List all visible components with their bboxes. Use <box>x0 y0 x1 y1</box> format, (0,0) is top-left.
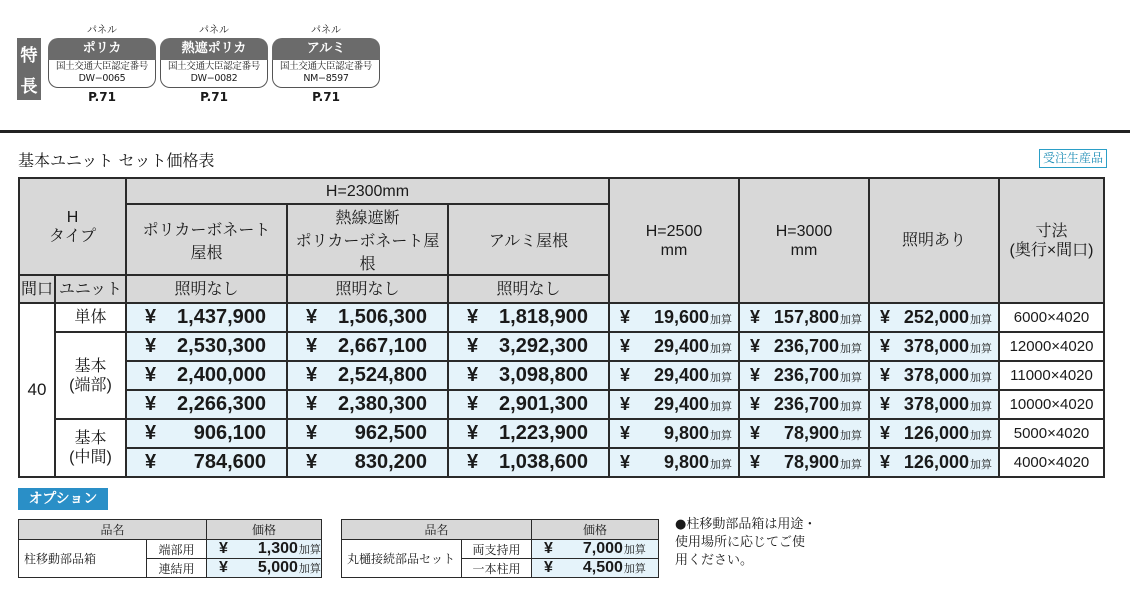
price-value <box>288 451 447 474</box>
add-suffix: 加算 <box>710 459 732 471</box>
option-price-value: 5,000 <box>257 559 298 576</box>
price-value <box>127 306 286 329</box>
unit-label-line: 単体 <box>74 309 107 326</box>
add-price-amount: 78,900 <box>783 423 839 443</box>
price-value <box>288 335 447 358</box>
feature-tag: アルミ <box>272 38 380 60</box>
price-value <box>127 364 286 387</box>
add-price-group <box>904 336 992 357</box>
add-price-amount: 29,400 <box>653 394 709 414</box>
header-no-light: 照明なし <box>287 275 448 303</box>
feature-cert-number: DW−0082 <box>190 73 238 84</box>
yen-sign: ¥ <box>145 306 157 328</box>
add-price-value <box>610 365 738 386</box>
header-no-light: 照明なし <box>126 275 287 303</box>
price-amount: 1,223,900 <box>499 422 588 444</box>
feature-panel-label: パネル <box>199 25 229 36</box>
add-price-amount: 252,000 <box>903 307 969 327</box>
price-value <box>449 393 608 416</box>
yen-sign: ¥ <box>306 393 318 415</box>
yen-sign: ¥ <box>880 452 891 472</box>
yen-sign: ¥ <box>620 365 631 385</box>
header-h2500 <box>609 178 739 303</box>
option-name: 柱移動部品箱 <box>19 540 147 578</box>
yen-sign: ¥ <box>306 422 318 444</box>
price-cell <box>448 332 609 361</box>
add-suffix: 加算 <box>710 372 732 384</box>
features-side-label <box>17 38 41 100</box>
price-cell <box>448 303 609 332</box>
price-value <box>288 306 447 329</box>
option-price-value: 1,300 <box>257 540 298 557</box>
add-price-cell <box>739 332 869 361</box>
price-value <box>288 393 447 416</box>
feature-cert-label: 国土交通大臣認定番号 <box>167 61 260 72</box>
add-suffix: 加算 <box>710 430 732 442</box>
price-value <box>288 364 447 387</box>
add-price-cell <box>739 303 869 332</box>
add-price-amount: 9,800 <box>663 423 709 443</box>
yen-sign: ¥ <box>880 336 891 356</box>
add-price-cell <box>869 419 999 448</box>
section-divider <box>0 130 1130 133</box>
feature-cert-number: NM−8597 <box>303 73 349 84</box>
page-title: 基本ユニット セット価格表 <box>18 151 215 170</box>
unit-label-line: 基本 <box>74 430 107 447</box>
add-price-cell <box>609 419 739 448</box>
add-price-value <box>740 423 868 444</box>
header-polycarbonate <box>126 204 287 275</box>
add-suffix: 加算 <box>970 372 992 384</box>
yen-sign: ¥ <box>219 540 228 557</box>
add-suffix: 加算 <box>840 430 862 442</box>
yen-sign: ¥ <box>544 559 553 576</box>
unit-label-line: 基本 <box>74 357 107 375</box>
price-amount: 906,100 <box>193 422 266 444</box>
add-suffix: 加算 <box>970 343 992 355</box>
option-sub: 両支持用 <box>462 540 532 559</box>
add-suffix: 加算 <box>840 401 862 413</box>
feature-cert-box <box>272 60 380 88</box>
unit-label-line: (中間) <box>69 449 112 466</box>
price-value <box>449 422 608 445</box>
add-price-group <box>904 365 992 386</box>
yen-sign: ¥ <box>145 393 157 415</box>
feature-page-ref: P.71 <box>88 90 116 104</box>
price-cell <box>126 332 287 361</box>
size-cell: 10000×4020 <box>999 390 1104 419</box>
price-amount: 3,098,800 <box>499 364 588 386</box>
note-line-2: 使用場所に応じてご使 <box>675 535 806 550</box>
option-price <box>207 559 322 578</box>
header-polycarbonate-line1: ポリカーボネート <box>142 221 271 239</box>
add-price-amount: 29,400 <box>653 336 709 356</box>
price-cell <box>126 303 287 332</box>
price-table <box>18 177 1105 478</box>
add-suffix: 加算 <box>970 430 992 442</box>
header-h2500-unit: mm <box>660 241 688 259</box>
feature-card-aluminum <box>272 24 380 104</box>
unit-label <box>55 332 126 419</box>
yen-sign: ¥ <box>880 307 891 327</box>
yen-sign: ¥ <box>880 365 891 385</box>
table-row <box>19 332 1104 361</box>
add-price-value <box>610 394 738 415</box>
header-h-type <box>19 178 126 275</box>
feature-panel-label: パネル <box>87 25 117 36</box>
table-row <box>19 361 1104 390</box>
features-side-char-2: 長 <box>20 77 38 97</box>
header-unit: ユニット <box>55 275 126 303</box>
add-price-group <box>784 423 862 444</box>
yen-sign: ¥ <box>750 452 761 472</box>
add-price-cell <box>739 390 869 419</box>
yen-sign: ¥ <box>145 451 157 473</box>
add-price-cell <box>869 303 999 332</box>
options-label: オプション <box>18 488 108 510</box>
yen-sign: ¥ <box>467 306 479 328</box>
add-price-group <box>904 307 992 328</box>
add-price-value <box>870 452 998 473</box>
add-suffix: 加算 <box>623 544 646 556</box>
feature-page-ref: P.71 <box>312 90 340 104</box>
add-suffix: 加算 <box>970 401 992 413</box>
yen-sign: ¥ <box>880 423 891 443</box>
header-h2500-value: H=2500 <box>645 222 703 240</box>
header-h3000 <box>739 178 869 303</box>
price-value <box>127 422 286 445</box>
add-price-amount: 29,400 <box>653 365 709 385</box>
yen-sign: ¥ <box>620 336 631 356</box>
add-price-group <box>654 336 732 357</box>
note-line-3: 用ください。 <box>675 553 754 568</box>
price-cell <box>448 448 609 477</box>
option-header-name: 品名 <box>342 520 532 540</box>
option-name: 丸樋接続部品セット <box>342 540 462 578</box>
add-price-value <box>610 423 738 444</box>
add-price-value <box>870 394 998 415</box>
option-header-price: 価格 <box>207 520 322 540</box>
yen-sign: ¥ <box>750 307 761 327</box>
add-price-group <box>904 452 992 473</box>
yen-sign: ¥ <box>620 423 631 443</box>
add-price-amount: 19,600 <box>653 307 709 327</box>
table-row <box>19 419 1104 448</box>
feature-panel-label: パネル <box>311 25 341 36</box>
feature-cert-box <box>48 60 156 88</box>
header-h2300: H=2300mm <box>126 178 609 204</box>
price-cell <box>287 332 448 361</box>
option-price <box>207 540 322 559</box>
add-price-cell <box>869 361 999 390</box>
option-table-gutter-set <box>341 519 659 578</box>
yen-sign: ¥ <box>620 452 631 472</box>
feature-cert-label: 国土交通大臣認定番号 <box>279 61 372 72</box>
features-side-char-1: 特 <box>20 46 38 66</box>
add-price-amount: 157,800 <box>773 307 839 327</box>
feature-card-polycarbonate <box>48 24 156 104</box>
made-to-order-badge: 受注生産品 <box>1039 149 1107 168</box>
price-cell <box>448 361 609 390</box>
price-value <box>449 306 608 329</box>
price-value <box>127 393 286 416</box>
option-table-post-move <box>18 519 322 578</box>
yen-sign: ¥ <box>880 394 891 414</box>
price-cell <box>287 390 448 419</box>
price-cell <box>287 303 448 332</box>
feature-tag: ポリカ <box>48 38 156 60</box>
add-price-group <box>664 452 732 473</box>
add-suffix: 加算 <box>840 343 862 355</box>
price-cell <box>126 361 287 390</box>
add-price-value <box>610 452 738 473</box>
add-price-amount: 378,000 <box>903 365 969 385</box>
yen-sign: ¥ <box>467 364 479 386</box>
price-cell <box>287 419 448 448</box>
add-price-value <box>870 365 998 386</box>
size-cell: 12000×4020 <box>999 332 1104 361</box>
price-amount: 2,667,100 <box>338 335 427 357</box>
yen-sign: ¥ <box>750 336 761 356</box>
option-header-name: 品名 <box>19 520 207 540</box>
price-value <box>449 335 608 358</box>
option-price <box>532 540 659 559</box>
add-price-group <box>654 394 732 415</box>
price-value <box>288 422 447 445</box>
header-h3000-unit: mm <box>790 241 818 259</box>
yen-sign: ¥ <box>306 364 318 386</box>
maguchi-value: 40 <box>19 303 55 477</box>
add-price-cell <box>869 448 999 477</box>
price-amount: 2,380,300 <box>338 393 427 415</box>
yen-sign: ¥ <box>544 540 553 557</box>
price-cell <box>126 448 287 477</box>
yen-sign: ¥ <box>467 393 479 415</box>
add-price-cell <box>609 303 739 332</box>
header-aluminum: アルミ屋根 <box>448 204 609 275</box>
add-price-value <box>870 307 998 328</box>
price-amount: 3,292,300 <box>499 335 588 357</box>
header-lighting: 照明あり <box>869 178 999 303</box>
add-suffix: 加算 <box>840 314 862 326</box>
header-size-title: 寸法 <box>1035 222 1068 240</box>
price-cell <box>287 361 448 390</box>
header-size-sub: (奥行×間口) <box>1009 241 1094 259</box>
option-note <box>675 516 816 570</box>
add-price-amount: 126,000 <box>903 423 969 443</box>
add-suffix: 加算 <box>710 343 732 355</box>
add-price-group <box>904 394 992 415</box>
price-value <box>449 451 608 474</box>
yen-sign: ¥ <box>750 394 761 414</box>
add-price-amount: 126,000 <box>903 452 969 472</box>
option-header-price: 価格 <box>532 520 659 540</box>
option-price-value: 7,000 <box>582 540 623 557</box>
header-maguchi: 間口 <box>19 275 55 303</box>
size-cell: 4000×4020 <box>999 448 1104 477</box>
add-suffix: 加算 <box>710 401 732 413</box>
add-price-cell <box>609 332 739 361</box>
price-cell <box>448 419 609 448</box>
option-sub: 一本柱用 <box>462 559 532 578</box>
feature-card-heat-polycarbonate <box>160 24 268 104</box>
yen-sign: ¥ <box>467 451 479 473</box>
price-cell <box>448 390 609 419</box>
header-polycarbonate-line2: 屋根 <box>190 244 223 262</box>
note-line-1: ●柱移動部品箱は用途・ <box>675 517 817 532</box>
add-price-cell <box>739 361 869 390</box>
header-heat-polycarbonate <box>287 204 448 275</box>
option-price-value: 4,500 <box>582 559 623 576</box>
price-amount: 2,530,300 <box>177 335 266 357</box>
add-suffix: 加算 <box>298 563 321 575</box>
price-amount: 830,200 <box>354 451 427 473</box>
add-price-group <box>774 365 862 386</box>
add-price-group <box>664 423 732 444</box>
yen-sign: ¥ <box>620 307 631 327</box>
add-price-value <box>610 307 738 328</box>
add-price-value <box>740 452 868 473</box>
add-suffix: 加算 <box>840 372 862 384</box>
price-amount: 1,506,300 <box>338 306 427 328</box>
yen-sign: ¥ <box>219 559 228 576</box>
feature-cert-number: DW−0065 <box>78 73 126 84</box>
yen-sign: ¥ <box>750 423 761 443</box>
header-h3000-value: H=3000 <box>775 222 833 240</box>
price-value <box>449 364 608 387</box>
add-price-value <box>740 307 868 328</box>
add-price-amount: 9,800 <box>663 452 709 472</box>
feature-page-ref: P.71 <box>200 90 228 104</box>
table-row <box>19 390 1104 419</box>
feature-cert-label: 国土交通大臣認定番号 <box>55 61 148 72</box>
add-price-group <box>774 336 862 357</box>
header-h: H <box>66 208 79 226</box>
add-suffix: 加算 <box>710 314 732 326</box>
unit-label <box>55 303 126 332</box>
add-price-value <box>740 365 868 386</box>
add-price-amount: 236,700 <box>773 394 839 414</box>
add-price-cell <box>739 419 869 448</box>
add-price-group <box>904 423 992 444</box>
add-suffix: 加算 <box>840 459 862 471</box>
add-price-value <box>870 423 998 444</box>
add-price-group <box>654 365 732 386</box>
add-price-value <box>870 336 998 357</box>
option-price <box>532 559 659 578</box>
table-row <box>19 448 1104 477</box>
add-price-group <box>774 307 862 328</box>
add-price-amount: 236,700 <box>773 365 839 385</box>
add-price-value <box>740 336 868 357</box>
size-cell: 6000×4020 <box>999 303 1104 332</box>
add-price-group <box>784 452 862 473</box>
add-price-cell <box>609 390 739 419</box>
add-price-amount: 378,000 <box>903 336 969 356</box>
add-suffix: 加算 <box>970 314 992 326</box>
add-suffix: 加算 <box>298 544 321 556</box>
price-amount: 1,437,900 <box>177 306 266 328</box>
add-price-cell <box>609 361 739 390</box>
price-cell <box>287 448 448 477</box>
price-value <box>127 451 286 474</box>
price-amount: 2,524,800 <box>338 364 427 386</box>
unit-label <box>55 419 126 477</box>
add-price-amount: 236,700 <box>773 336 839 356</box>
option-sub: 連結用 <box>147 559 207 578</box>
add-price-cell <box>609 448 739 477</box>
add-price-cell <box>869 332 999 361</box>
yen-sign: ¥ <box>145 364 157 386</box>
header-heat-polycarbonate-line2: ポリカーボネート屋根 <box>295 233 440 273</box>
yen-sign: ¥ <box>306 335 318 357</box>
price-amount: 1,818,900 <box>499 306 588 328</box>
price-amount: 784,600 <box>193 451 266 473</box>
add-price-cell <box>739 448 869 477</box>
header-size <box>999 178 1104 303</box>
header-no-light: 照明なし <box>448 275 609 303</box>
yen-sign: ¥ <box>750 365 761 385</box>
feature-tag: 熱遮ポリカ <box>160 38 268 60</box>
price-cell <box>126 419 287 448</box>
add-price-group <box>654 307 732 328</box>
yen-sign: ¥ <box>306 306 318 328</box>
size-cell: 5000×4020 <box>999 419 1104 448</box>
price-amount: 962,500 <box>354 422 427 444</box>
add-price-value <box>610 336 738 357</box>
price-amount: 2,901,300 <box>499 393 588 415</box>
add-price-amount: 78,900 <box>783 452 839 472</box>
yen-sign: ¥ <box>145 335 157 357</box>
add-price-amount: 378,000 <box>903 394 969 414</box>
add-suffix: 加算 <box>970 459 992 471</box>
price-cell <box>126 390 287 419</box>
price-amount: 2,266,300 <box>177 393 266 415</box>
add-price-group <box>774 394 862 415</box>
yen-sign: ¥ <box>620 394 631 414</box>
add-suffix: 加算 <box>623 563 646 575</box>
yen-sign: ¥ <box>467 335 479 357</box>
table-row <box>19 303 1104 332</box>
size-cell: 11000×4020 <box>999 361 1104 390</box>
header-heat-polycarbonate-line1: 熱線遮断 <box>335 210 400 227</box>
price-value <box>127 335 286 358</box>
yen-sign: ¥ <box>145 422 157 444</box>
add-price-value <box>740 394 868 415</box>
feature-cert-box <box>160 60 268 88</box>
yen-sign: ¥ <box>467 422 479 444</box>
price-amount: 1,038,600 <box>499 451 588 473</box>
yen-sign: ¥ <box>306 451 318 473</box>
unit-label-line: (端部) <box>69 376 112 394</box>
option-sub: 端部用 <box>147 540 207 559</box>
price-amount: 2,400,000 <box>177 364 266 386</box>
header-type: タイプ <box>48 227 97 245</box>
add-price-cell <box>869 390 999 419</box>
